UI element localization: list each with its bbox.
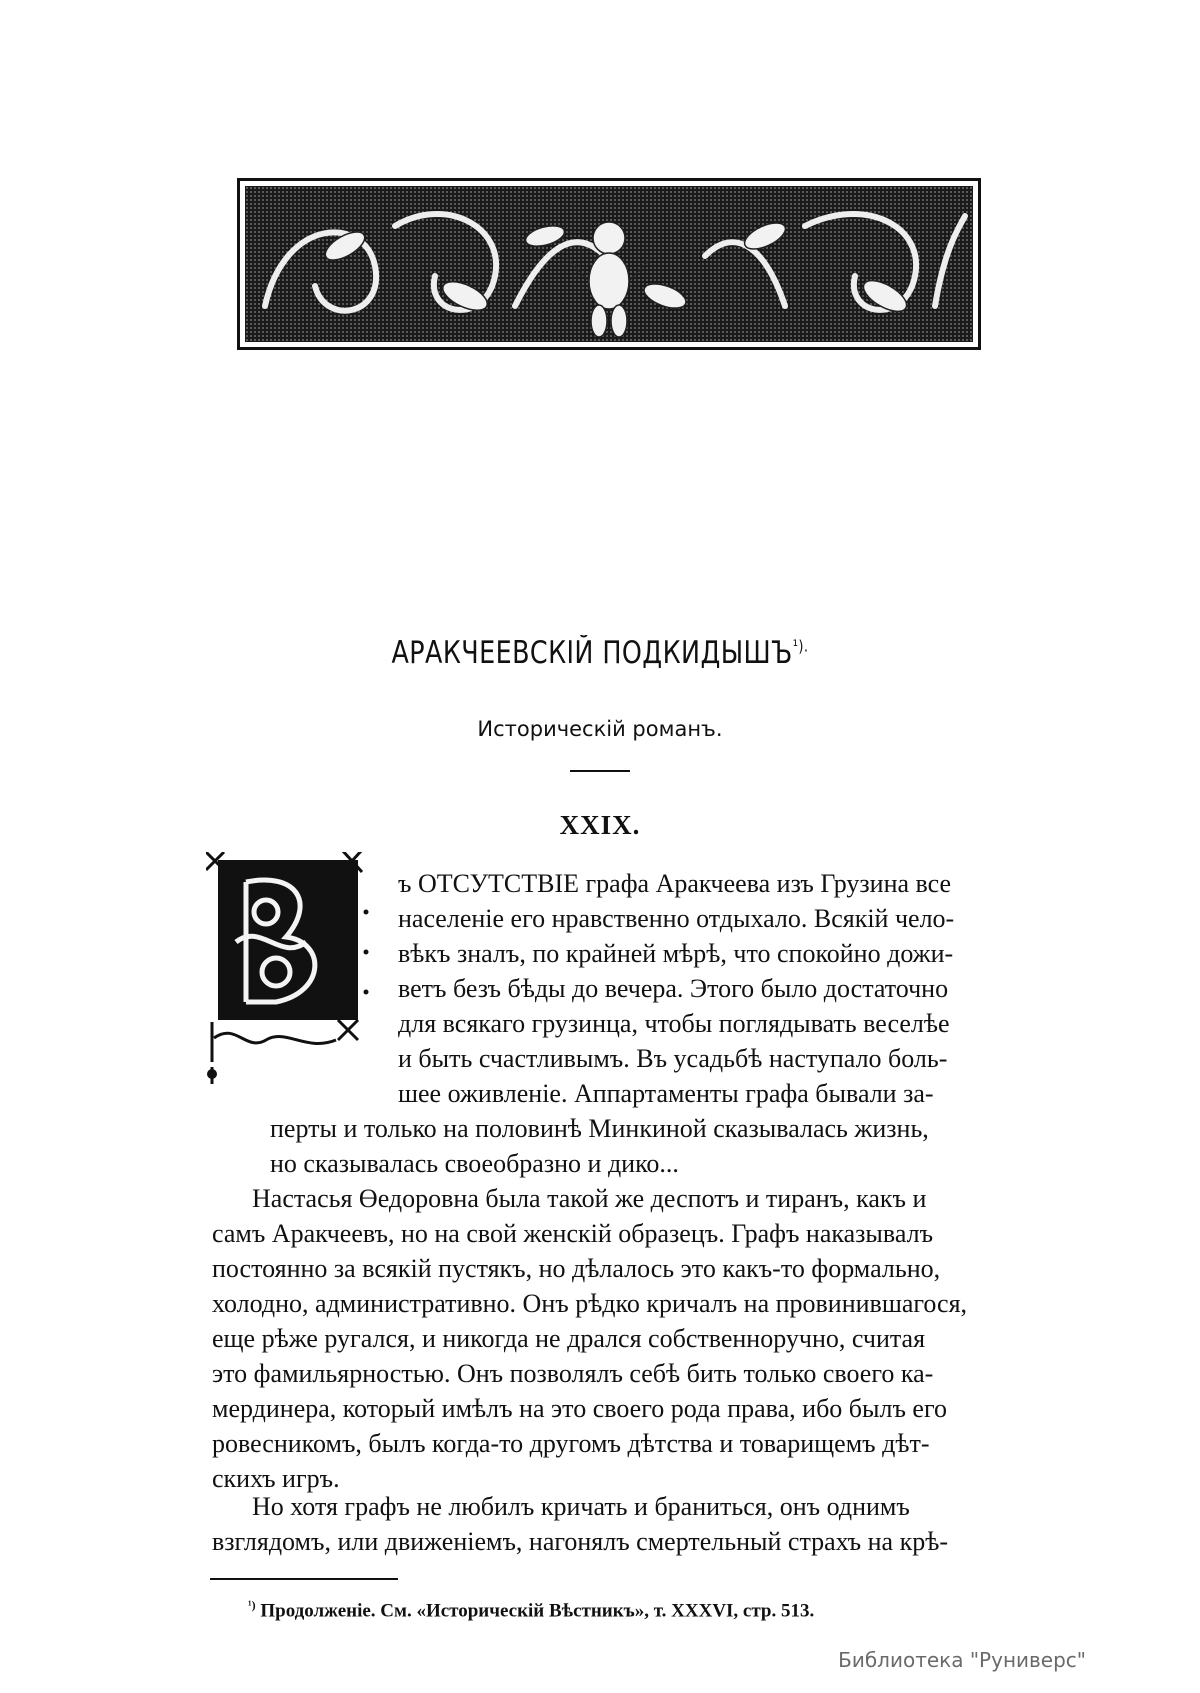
text-line: но сказывалась своеобразно и дико... (270, 1149, 679, 1178)
text-line: ветъ безъ бѣды до вечера. Этого было достаточно (398, 974, 949, 1003)
footnote (248, 1598, 814, 1622)
text-line: ровесникомъ, былъ когда-то другомъ дѣтства и товарищемъ дѣт- (212, 1429, 930, 1458)
text-line: это фамильярностью. Онъ позволялъ себѣ бить только своего ка- (212, 1359, 934, 1388)
text-line: еще рѣже ругался, и никогда не дрался собственноручно, считая (212, 1324, 926, 1353)
footnote-mark: ¹) (248, 1598, 256, 1612)
library-watermark: Библиотека "Руниверс" (838, 1648, 1086, 1672)
chapter-number: XXIX. (559, 810, 641, 840)
text-line: холодно, административно. Онъ рѣдко кричалъ на провинившагося, (212, 1289, 968, 1318)
footnote-divider (210, 1578, 398, 1580)
text-line: самъ Аракчеевъ, но на свой женскій образецъ. Графъ наказывалъ (212, 1219, 934, 1248)
headpiece-ornament (237, 178, 981, 350)
text-line: и быть счастливымъ. Въ усадьбѣ наступало боль- (398, 1044, 948, 1073)
text-line: постоянно за всякій пустякъ, но дѣлалось это какъ-то формально, (212, 1254, 941, 1283)
text-line: вѣкъ зналъ, по крайней мѣрѣ, что спокойно дожи- (398, 939, 954, 968)
article-title (108, 635, 1092, 671)
text-line: для всякаго грузинца, чтобы поглядывать веселѣе (398, 1009, 950, 1038)
text-line: населеніе его нравственно отдыхало. Всякій чело- (398, 904, 955, 933)
text-line: ъ ОТСУТСТВІЕ графа Аракчеева изъ Грузина все (398, 869, 952, 898)
text-line: мердинера, который имѣлъ на это своего рода права, ибо былъ его (212, 1394, 947, 1423)
text-line: Но хотя графъ не любилъ кричать и браниться, онъ однимъ (252, 1492, 910, 1521)
footnote-text: Продолженіе. См. «Историческій Вѣстникъ», т. XXXVI, стр. 513. (260, 1600, 815, 1622)
article-subtitle: Историческій романъ. (477, 717, 723, 741)
drop-cap-initial (206, 852, 392, 1088)
text-line: шее оживленіе. Аппартаменты графа бывали за- (398, 1079, 934, 1108)
title-footnote-mark: ¹). (792, 636, 809, 656)
title-divider (570, 770, 630, 772)
text-line: перты и только на половинѣ Минкиной сказывалась жизнь, (270, 1114, 929, 1143)
decorated-initial-v-icon (206, 852, 392, 1088)
text-line: взглядомъ, или движеніемъ, нагонялъ смертельный страхъ на крѣ- (212, 1527, 948, 1556)
text-line: скихъ игръ. (212, 1464, 340, 1493)
text-line: Настасья Өедоровна была такой же деспотъ и тиранъ, какъ и (252, 1184, 927, 1213)
ornamental-scroll-icon (245, 186, 973, 342)
article-title-text: АРАКЧЕЕВСКІЙ ПОДКИДЫШЪ (391, 635, 793, 671)
